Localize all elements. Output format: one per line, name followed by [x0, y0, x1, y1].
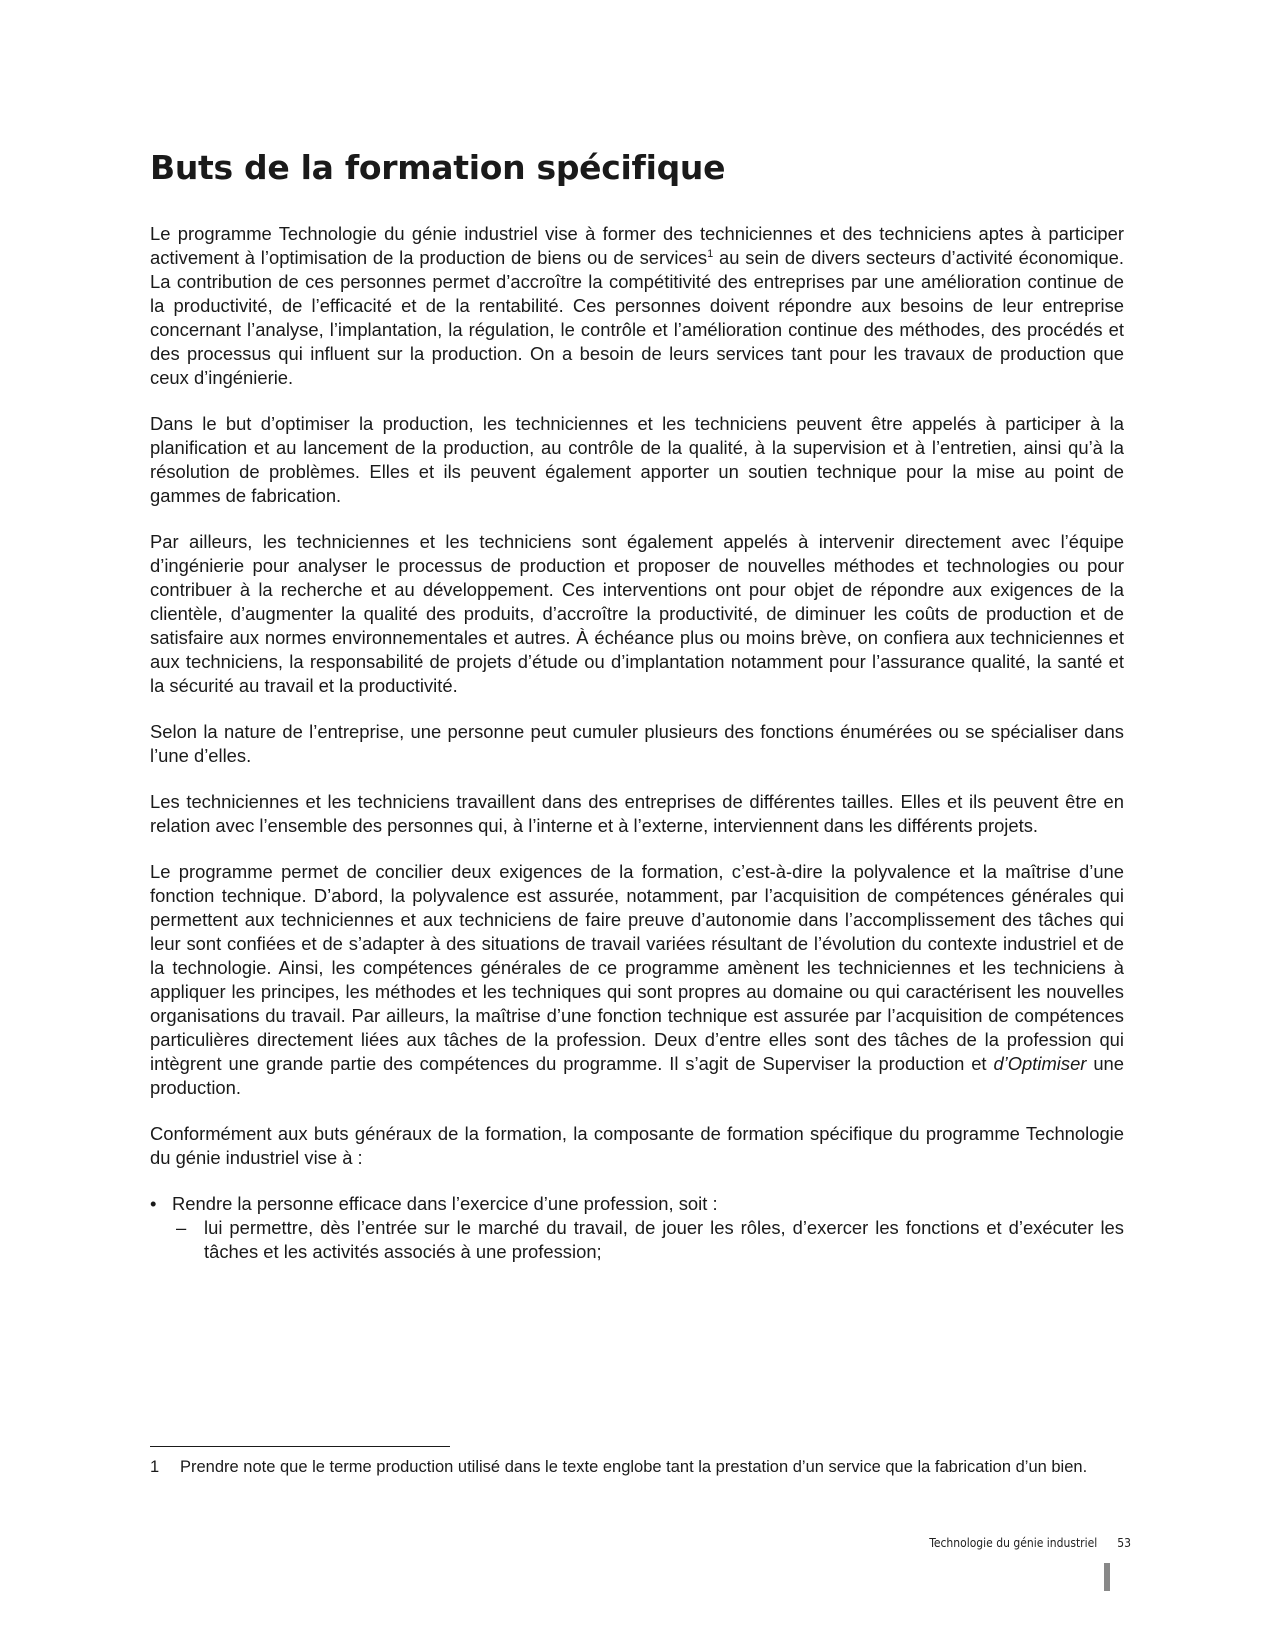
list-item-text: Rendre la personne efficace dans l’exercice d’une profession, soit :	[172, 1193, 718, 1214]
footnote	[150, 1456, 1124, 1478]
bullet-marker: •	[150, 1193, 157, 1214]
page-number: 53	[1117, 1536, 1131, 1550]
paragraph-5: Les techniciennes et les techniciens travaillent dans des entreprises de différentes tailles. Elles et ils peuvent être en relation avec l’ensemble des personnes qui, à l’interne et à l’externe, interviennent dans les différents projets.	[150, 791, 1124, 836]
dash-marker: –	[176, 1217, 187, 1238]
footnote-reference: 1	[707, 247, 714, 260]
page-footer	[929, 1536, 1131, 1550]
paragraph-4: Selon la nature de l’entreprise, une personne peut cumuler plusieurs des fonctions énumérées ou se spécialiser dans l’une d’elles.	[150, 721, 1124, 766]
list-item	[150, 1192, 1124, 1264]
page-title: Buts de la formation spécifique	[150, 148, 726, 187]
paragraph-6-italic: d’Optimiser	[993, 1053, 1087, 1074]
body-text	[150, 222, 1124, 1264]
paragraph-1	[150, 222, 1124, 390]
footnote-text: Prendre note que le terme production utilisé dans le texte englobe tant la prestation d’un service que la fabrication d’un bien.	[180, 1458, 1088, 1476]
footnote-divider	[150, 1446, 450, 1447]
paragraph-6-end: une production.	[150, 1053, 1125, 1098]
paragraph-6	[150, 860, 1124, 1100]
footnote-number: 1	[150, 1458, 160, 1476]
goals-list	[150, 1192, 1124, 1264]
sub-list-item	[150, 1216, 1124, 1264]
paragraph-7: Conformément aux buts généraux de la formation, la composante de formation spécifique du programme Technologie du génie industriel vise à :	[150, 1123, 1124, 1168]
footer-label: Technologie du génie industriel	[929, 1536, 1098, 1550]
paragraph-3: Par ailleurs, les techniciennes et les techniciens sont également appelés à intervenir directement avec l’équipe d’ingénierie pour analyser le processus de production et proposer de nouvelles méthodes et technologies ou pour contribuer à la recherche et au développement. Ces interventions ont pour objet de répondre aux exigences de la clientèle, d’augmenter la qualité des produits, d’accroître la productivité, de diminuer les coûts de production et de satisfaire aux normes environnementales et autres. À échéance plus ou moins brève, on confiera aux techniciennes et aux techniciens, la responsabilité de projets d’étude ou d’implantation notamment pour l’assurance qualité, la santé et la sécurité au travail et la productivité.	[150, 531, 1124, 696]
paragraph-1-end: au sein de divers secteurs d’activité économique. La contribution de ces personnes permet d’accroître la compétitivité des entreprises par une amélioration continue de la productivité, de l’efficacité et de la rentabilité. Ces personnes doivent répondre aux besoins de leur entreprise concernant l’analyse, l’implantation, la régulation, le contrôle et l’amélioration continue des méthodes, des procédés et des processus qui influent sur la production. On a besoin de leurs services tant pour les travaux de production que ceux d’ingénierie.	[150, 247, 1124, 388]
sub-list-item-text: lui permettre, dès l’entrée sur le marché du travail, de jouer les rôles, d’exercer les fonctions et d’exécuter les tâches et les activités associés à une profession;	[204, 1217, 1124, 1262]
paragraph-6-start: Le programme permet de concilier deux exigences de la formation, c’est-à-dire la polyvalence et la maîtrise d’une fonction technique. D’abord, la polyvalence est assurée, notamment, par l’acquisition de compétences générales qui permettent aux techniciennes et aux techniciens de faire preuve d’autonomie dans l’accomplissement des tâches qui leur sont confiées et de s’adapter à des situations de travail variées résultant de l’évolution du contexte industriel et de la technologie. Ainsi, les compétences générales de ce programme amènent les techniciennes et les techniciens à appliquer les principes, les méthodes et les techniques qui sont propres au domaine ou qui caractérisent les nouvelles organisations du travail. Par ailleurs, la maîtrise d’une fonction technique est assurée par l’acquisition de compétences particulières directement liées aux tâches de la profession. Deux d’entre elles sont des tâches de la profession qui intègrent une grande partie des compétences du programme. Il s’agit de Superviser la production et	[150, 861, 1124, 1074]
paragraph-2: Dans le but d’optimiser la production, les techniciennes et les techniciens peuvent être appelés à participer à la planification et au lancement de la production, au contrôle de la qualité, à la supervision et à l’entretien, ainsi qu’à la résolution de problèmes. Elles et ils peuvent également apporter un soutien technique pour la mise au point de gammes de fabrication.	[150, 413, 1124, 506]
paragraph-1-start: Le programme Technologie du génie industriel vise à former des techniciennes et des techniciens aptes à participer activement à l’optimisation de la production de biens ou de services	[150, 223, 1124, 268]
margin-bar	[1104, 1563, 1110, 1591]
sub-list	[172, 1216, 1124, 1264]
